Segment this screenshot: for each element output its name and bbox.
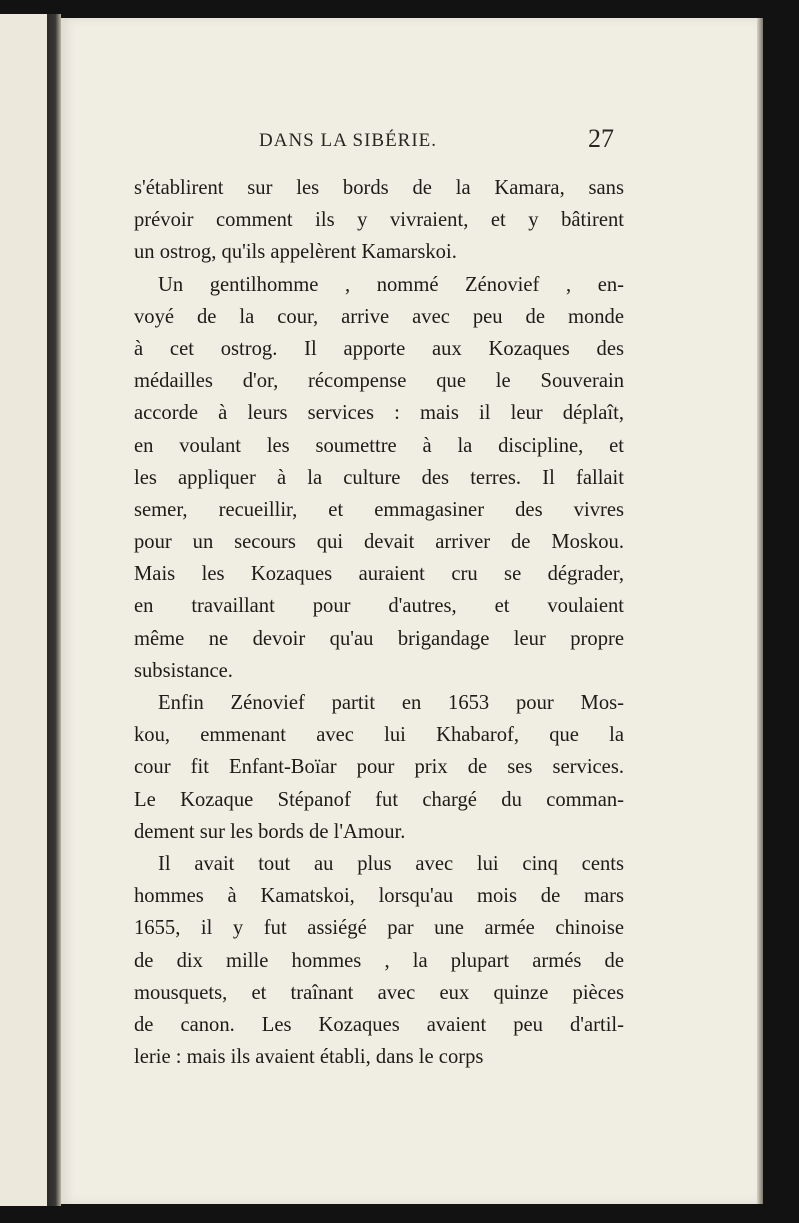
text-line: un ostrog, qu'ils appelèrent Kamarskoi. [134, 241, 457, 264]
facing-page-edge [0, 14, 48, 1206]
text-line: lerie : mais ils avaient établi, dans le corps [134, 1046, 484, 1069]
text-line: à cet ostrog. Il apporte aux Kozaques des [134, 337, 624, 360]
text-line: Enfin Zénovief partit en 1653 pour Mos- [158, 692, 624, 714]
text-line: cour fit Enfant-Boïar pour prix de ses services. [134, 756, 624, 779]
text-line: même ne devoir qu'au brigandage leur propre [134, 627, 624, 650]
page-fore-edge [757, 18, 763, 1204]
text-line: Il avait tout au plus avec lui cinq cents [158, 852, 624, 875]
text-line: en voulant les soumettre à la discipline, et [134, 434, 624, 457]
text-line: Un gentilhomme , nommé Zénovief , en- [158, 273, 624, 296]
text-line: dement sur les bords de l'Amour. [134, 820, 406, 843]
text-line: Mais les Kozaques auraient cru se dégrader, [134, 563, 624, 586]
text-line: subsistance. [134, 659, 233, 682]
text-line: semer, recueillir, et emmagasiner des vivres [134, 498, 624, 521]
page-number: 27 [588, 124, 614, 153]
text-line: hommes à Kamatskoi, lorsqu'au mois de mars [134, 885, 624, 908]
text-line: accorde à leurs services : mais il leur déplaît, [134, 402, 624, 425]
body-text [134, 172, 624, 1073]
text-line: pour un secours qui devait arriver de Moskou. [134, 531, 624, 554]
running-head-title: DANS LA SIBÉRIE. [259, 130, 438, 151]
text-line: de canon. Les Kozaques avaient peu d'artil- [134, 1013, 624, 1036]
text-line: voyé de la cour, arrive avec peu de monde [134, 305, 624, 328]
book-page [61, 18, 757, 1204]
text-line: 1655, il y fut assiégé par une armée chinoise [134, 917, 624, 940]
text-line: prévoir comment ils y vivraient, et y bâtirent [134, 209, 624, 232]
text-line: médailles d'or, récompense que le Souverain [134, 370, 624, 393]
text-line: s'établirent sur les bords de la Kamara, sans [134, 177, 624, 199]
book-gutter [47, 14, 61, 1206]
running-head [61, 124, 757, 160]
text-line: les appliquer à la culture des terres. Il fallait [134, 466, 624, 489]
text-line: en travaillant pour d'autres, et voulaient [134, 595, 624, 618]
text-line: kou, emmenant avec lui Khabarof, que la [134, 724, 624, 747]
text-line: de dix mille hommes , la plupart armés de [134, 949, 624, 972]
text-line: mousquets, et traînant avec eux quinze pièces [134, 981, 624, 1004]
text-line: Le Kozaque Stépanof fut chargé du comman- [134, 788, 624, 811]
